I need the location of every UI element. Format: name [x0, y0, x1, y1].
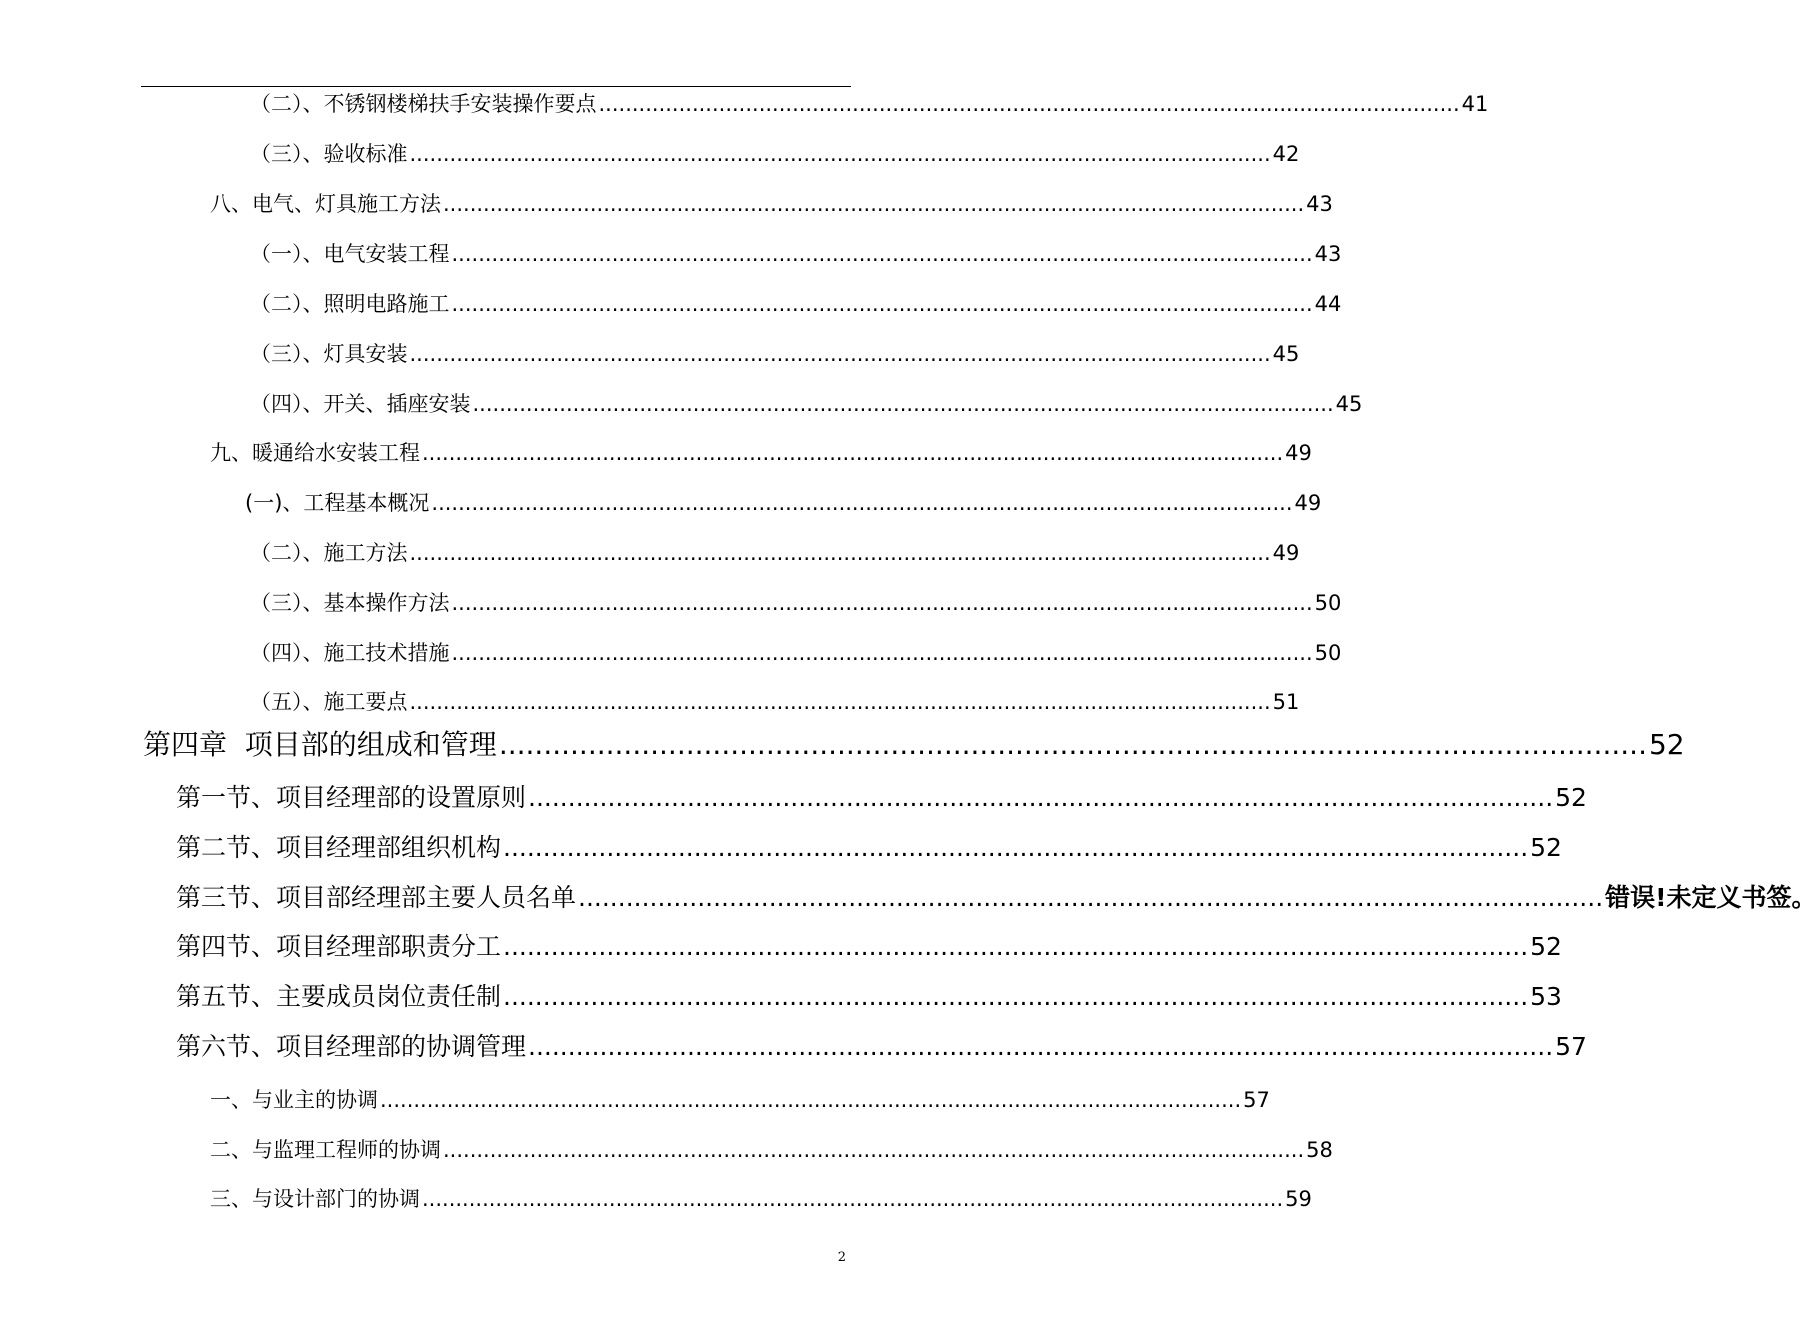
toc-entry-title: 第六节、项目经理部的协调管理	[176, 1032, 527, 1061]
toc-entry-title: 第四章 项目部的组成和管理	[143, 728, 497, 761]
toc-entry[interactable]	[250, 390, 1363, 418]
toc-entry[interactable]	[250, 340, 1300, 368]
toc-entry-title: 八、电气、灯具施工方法	[210, 192, 441, 216]
toc-entry-page: 45	[1335, 392, 1363, 416]
toc-entry-page: 57	[1243, 1088, 1270, 1112]
toc-entry[interactable]	[250, 90, 1489, 118]
toc-entry-title: （二）、不锈钢楼梯扶手安装操作要点	[250, 92, 597, 116]
toc-entry[interactable]	[250, 240, 1342, 268]
toc-entry[interactable]	[210, 439, 1312, 467]
toc-leader-dots: .................................................................................................................................	[422, 441, 1284, 465]
toc-entry[interactable]	[210, 1136, 1333, 1164]
toc-entry-page: 49	[1294, 491, 1322, 515]
toc-entry-title: （五）、施工要点	[250, 690, 408, 714]
toc-entry-title: （四）、开关、插座安装	[250, 392, 471, 416]
toc-section-entry[interactable]	[176, 1030, 1587, 1064]
toc-leader-dots: .................................................................................................................................	[503, 932, 1529, 961]
toc-leader-dots: .................................................................................................................................	[409, 142, 1271, 166]
toc-entry-page: 49	[1285, 441, 1312, 465]
toc-entry-title: (一)、工程基本概况	[245, 491, 430, 515]
toc-entry-page: 50	[1314, 591, 1342, 615]
toc-entry[interactable]	[250, 639, 1342, 667]
header-rule	[141, 86, 851, 87]
toc-entry-page: 53	[1530, 982, 1562, 1011]
toc-entry-error: 错误!未定义书签。	[1605, 883, 1817, 912]
toc-entry-title: （三）、灯具安装	[250, 342, 408, 366]
toc-entry-page: 57	[1555, 1032, 1587, 1061]
toc-entry-title: （四）、施工技术措施	[250, 641, 450, 665]
toc-entry-title: 一、与业主的协调	[210, 1088, 378, 1112]
toc-entry-page: 52	[1555, 783, 1587, 812]
toc-entry[interactable]	[250, 290, 1342, 318]
toc-entry-page: 52	[1530, 833, 1562, 862]
page-number: 2	[837, 1250, 846, 1265]
toc-leader-dots: .................................................................................................................................	[451, 292, 1313, 316]
toc-entry-page: 44	[1314, 292, 1342, 316]
toc-chapter-entry[interactable]	[143, 725, 1685, 765]
toc-leader-dots: .................................................................................................................................	[598, 92, 1460, 116]
toc-entry-page: 52	[1648, 728, 1685, 761]
toc-entry-page: 45	[1272, 342, 1300, 366]
toc-entry[interactable]	[210, 1185, 1312, 1213]
toc-leader-dots: .................................................................................................................................	[409, 690, 1271, 714]
toc-leader-dots: .................................................................................................................................	[578, 883, 1604, 912]
toc-leader-dots: .................................................................................................................................	[443, 1138, 1305, 1162]
toc-leader-dots: .................................................................................................................................	[422, 1187, 1284, 1211]
toc-entry-page: 41	[1461, 92, 1489, 116]
toc-section-entry[interactable]	[176, 881, 1817, 915]
toc-entry[interactable]	[210, 190, 1333, 218]
toc-entry-title: （三）、验收标准	[250, 142, 408, 166]
toc-leader-dots: .................................................................................................................................	[451, 591, 1313, 615]
toc-entry[interactable]	[250, 140, 1300, 168]
toc-leader-dots: .................................................................................................................................	[431, 491, 1293, 515]
toc-entry[interactable]	[250, 688, 1300, 716]
toc-section-entry[interactable]	[176, 831, 1562, 865]
toc-leader-dots: .................................................................................................................................	[380, 1088, 1242, 1112]
toc-entry-title: （一）、电气安装工程	[250, 242, 450, 266]
toc-section-entry[interactable]	[176, 781, 1587, 815]
toc-entry-page: 43	[1306, 192, 1333, 216]
toc-section-entry[interactable]	[176, 980, 1562, 1014]
toc-entry-title: 三、与设计部门的协调	[210, 1187, 420, 1211]
toc-leader-dots: .................................................................................................................................	[451, 242, 1313, 266]
toc-entry-page: 51	[1272, 690, 1300, 714]
toc-entry-page: 43	[1314, 242, 1342, 266]
toc-section-entry[interactable]	[176, 930, 1562, 964]
toc-entry-page: 42	[1272, 142, 1300, 166]
toc-entry-title: 第一节、项目经理部的设置原则	[176, 783, 527, 812]
toc-entry-page: 52	[1530, 932, 1562, 961]
toc-entry[interactable]	[245, 489, 1322, 517]
toc-entry-title: 二、与监理工程师的协调	[210, 1138, 441, 1162]
toc-entry-page: 58	[1306, 1138, 1333, 1162]
toc-entry-title: 第三节、项目部经理部主要人员名单	[176, 883, 577, 912]
toc-entry-title: （二）、施工方法	[250, 541, 408, 565]
toc-entry[interactable]	[210, 1086, 1270, 1114]
toc-leader-dots: .................................................................................................................................	[472, 392, 1334, 416]
toc-entry-page: 59	[1285, 1187, 1312, 1211]
toc-entry[interactable]	[250, 539, 1300, 567]
toc-leader-dots: .................................................................................................................................	[498, 728, 1647, 761]
toc-entry-title: 第五节、主要成员岗位责任制	[176, 982, 502, 1011]
toc-entry-title: 第二节、项目经理部组织机构	[176, 833, 502, 862]
toc-leader-dots: .................................................................................................................................	[503, 833, 1529, 862]
toc-entry-title: （二）、照明电路施工	[250, 292, 450, 316]
toc-leader-dots: .................................................................................................................................	[528, 1032, 1554, 1061]
toc-entry-page: 49	[1272, 541, 1300, 565]
toc-entry[interactable]	[250, 589, 1342, 617]
toc-leader-dots: .................................................................................................................................	[409, 342, 1271, 366]
toc-leader-dots: .................................................................................................................................	[409, 541, 1271, 565]
toc-entry-page: 50	[1314, 641, 1342, 665]
toc-leader-dots: .................................................................................................................................	[528, 783, 1554, 812]
toc-leader-dots: .................................................................................................................................	[451, 641, 1313, 665]
toc-leader-dots: .................................................................................................................................	[443, 192, 1305, 216]
toc-leader-dots: .................................................................................................................................	[503, 982, 1529, 1011]
toc-entry-title: 第四节、项目经理部职责分工	[176, 932, 502, 961]
toc-entry-title: （三）、基本操作方法	[250, 591, 450, 615]
toc-entry-title: 九、暖通给水安装工程	[210, 441, 420, 465]
